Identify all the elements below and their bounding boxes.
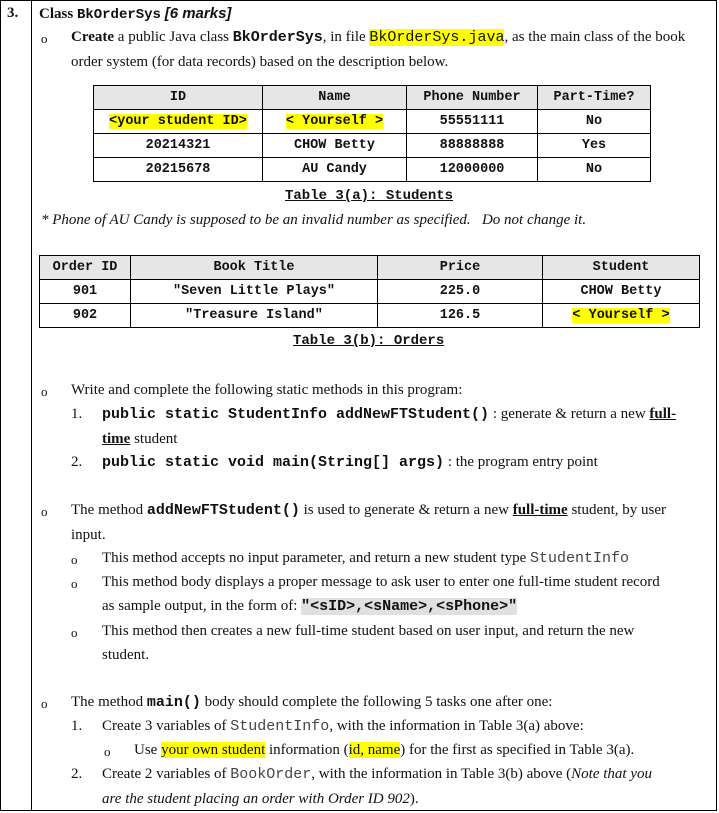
- method-1-bold1: full-: [649, 406, 677, 422]
- add-text2: is used to generate & return a new: [299, 502, 513, 518]
- bullet-icon: o: [71, 576, 78, 591]
- table-row: [94, 158, 651, 182]
- sub3-line1: This method then creates a new full-time student based on user input, and return the new: [102, 623, 635, 639]
- question-number: 3.: [7, 5, 19, 21]
- cell: No: [538, 110, 651, 134]
- col-id-header: ID: [94, 86, 263, 110]
- col-orderid-header: Order ID: [40, 256, 131, 280]
- t2-line2: are the student placing an order with Order ID 902: [102, 791, 410, 807]
- cell: 20215678: [94, 158, 263, 182]
- method-1-bold2: time: [102, 431, 131, 447]
- phone-note: [41, 212, 586, 229]
- task-1: [102, 714, 584, 739]
- cell: [94, 110, 263, 134]
- cell: Yes: [538, 134, 651, 158]
- cell: 126.5: [378, 304, 543, 328]
- sub2-line1: This method body displays a proper message to ask user to enter one full-time student record: [102, 574, 660, 590]
- t1-code: StudentInfo: [230, 718, 330, 735]
- t1-sub-text3: ) for the first as specified in Table 3(a).: [400, 742, 635, 758]
- add-method-paragraph: [71, 498, 711, 547]
- methods-intro: Write and complete the following static methods in this program:: [71, 382, 463, 398]
- table-row: [94, 134, 651, 158]
- task-2: [102, 762, 712, 811]
- cell: 225.0: [378, 280, 543, 304]
- table-header-row: [40, 256, 700, 280]
- t2-code: BookOrder: [230, 766, 312, 783]
- col-student-header: Student: [543, 256, 700, 280]
- bullet-icon: o: [41, 31, 48, 46]
- t2-text: Create 2 variables of: [102, 766, 231, 782]
- question-number-column: [1, 1, 32, 810]
- bullet-icon: o: [71, 625, 78, 640]
- intro-class-name: BkOrderSys: [232, 29, 323, 46]
- cell: CHOW Betty: [543, 280, 700, 304]
- cell: [263, 110, 407, 134]
- table-a-caption: Table 3(a): Students: [285, 188, 454, 204]
- table-b-caption: Table 3(b): Orders: [293, 333, 445, 349]
- bullet-icon: o: [41, 384, 48, 399]
- cell: "Treasure Island": [131, 304, 378, 328]
- task-num: 2.: [71, 766, 83, 782]
- intro-text3: , as the main class of the book: [504, 29, 686, 45]
- intro-paragraph: [71, 25, 711, 74]
- cell: 88888888: [407, 134, 538, 158]
- col-parttime-header: Part-Time?: [538, 86, 651, 110]
- sub2-line2: as sample output, in the form of:: [102, 598, 302, 614]
- sub2-code: "<sID>,<sName>,<sPhone>": [301, 598, 518, 615]
- bullet-icon: o: [41, 696, 48, 711]
- intro-text2: , in file: [322, 29, 370, 45]
- method-item-num: 2.: [71, 454, 83, 470]
- cell: [543, 304, 700, 328]
- t1-text: Create 3 variables of: [102, 718, 231, 734]
- task-1-sub: [134, 738, 634, 762]
- col-price-header: Price: [378, 256, 543, 280]
- cell: 20214321: [94, 134, 263, 158]
- add-text1: The method: [71, 502, 147, 518]
- method-item-num: 1.: [71, 406, 83, 422]
- col-name-header: Name: [263, 86, 407, 110]
- main-code: main(): [146, 694, 201, 711]
- cell: CHOW Betty: [263, 134, 407, 158]
- method-2-signature: public static void main(String[] args): [102, 454, 445, 471]
- add-line2: input.: [71, 527, 106, 543]
- bullet-icon: o: [104, 744, 111, 759]
- t2-italic: Note that you: [571, 766, 652, 782]
- method-2-text: : the program entry point: [444, 454, 598, 470]
- sub3-line2: student.: [102, 647, 150, 663]
- add-sub-1: [102, 546, 629, 571]
- col-phone-header: Phone Number: [407, 86, 538, 110]
- cell: "Seven Little Plays": [131, 280, 378, 304]
- table-row: [94, 110, 651, 134]
- t1-sub-hl1: your own student: [161, 742, 266, 758]
- note-text: * Phone of AU Candy is supposed to be an invalid number as specified.: [41, 212, 471, 228]
- question-header: [39, 5, 231, 23]
- highlighted-cell-text: < Yourself >: [285, 114, 384, 129]
- add-text3: student, by user: [567, 502, 667, 518]
- cell: 55551111: [407, 110, 538, 134]
- main-method-paragraph: [71, 690, 552, 715]
- create-word: Create: [71, 29, 115, 45]
- main-text2: body should complete the following 5 tasks one after one:: [200, 694, 553, 710]
- highlighted-cell-text: < Yourself >: [572, 308, 670, 323]
- highlighted-cell-text: <your student ID>: [109, 114, 247, 129]
- students-table: [93, 85, 651, 182]
- t2-text2: , with the information in Table 3(b) above (: [311, 766, 572, 782]
- t1-text2: , with the information in Table 3(a) above:: [329, 718, 584, 734]
- add-sub-2: [102, 570, 712, 619]
- main-text1: The method: [71, 694, 147, 710]
- method-item-1: [102, 402, 712, 451]
- add-bold: full-time: [512, 502, 568, 518]
- table-row: [40, 304, 700, 328]
- marks: [6 marks]: [164, 5, 232, 22]
- method-1-signature: public static StudentInfo addNewFTStudent(): [102, 406, 490, 423]
- add-method-code: addNewFTStudent(): [146, 502, 300, 519]
- bullet-icon: o: [71, 552, 78, 567]
- table-row: [40, 280, 700, 304]
- method-item-2: [102, 450, 598, 475]
- add-sub-3: [102, 619, 712, 667]
- intro-line2: order system (for data records) based on the description below.: [71, 54, 449, 70]
- file-name: BkOrderSys.java: [369, 29, 505, 46]
- method-1-text2: student: [130, 431, 178, 447]
- cell: 901: [40, 280, 131, 304]
- t1-sub-text2: information (: [265, 742, 349, 758]
- cell: 12000000: [407, 158, 538, 182]
- intro-text1: a public Java class: [114, 29, 233, 45]
- bullet-icon: o: [41, 504, 48, 519]
- note-text2: Do not change it.: [481, 212, 587, 228]
- class-word: Class: [39, 6, 74, 22]
- t1-sub-text1: Use: [134, 742, 162, 758]
- orders-table: [39, 255, 700, 328]
- cell: No: [538, 158, 651, 182]
- method-1-text: : generate & return a new: [489, 406, 650, 422]
- cell: AU Candy: [263, 158, 407, 182]
- t2-end: ).: [409, 791, 419, 807]
- class-name: BkOrderSys: [76, 7, 161, 23]
- col-title-header: Book Title: [131, 256, 378, 280]
- cell: 902: [40, 304, 131, 328]
- t1-sub-hl2: id, name: [348, 742, 401, 758]
- sub1-text: This method accepts no input parameter, and return a new student type: [102, 550, 531, 566]
- task-num: 1.: [71, 718, 83, 734]
- table-header-row: [94, 86, 651, 110]
- sub1-code: StudentInfo: [530, 550, 630, 567]
